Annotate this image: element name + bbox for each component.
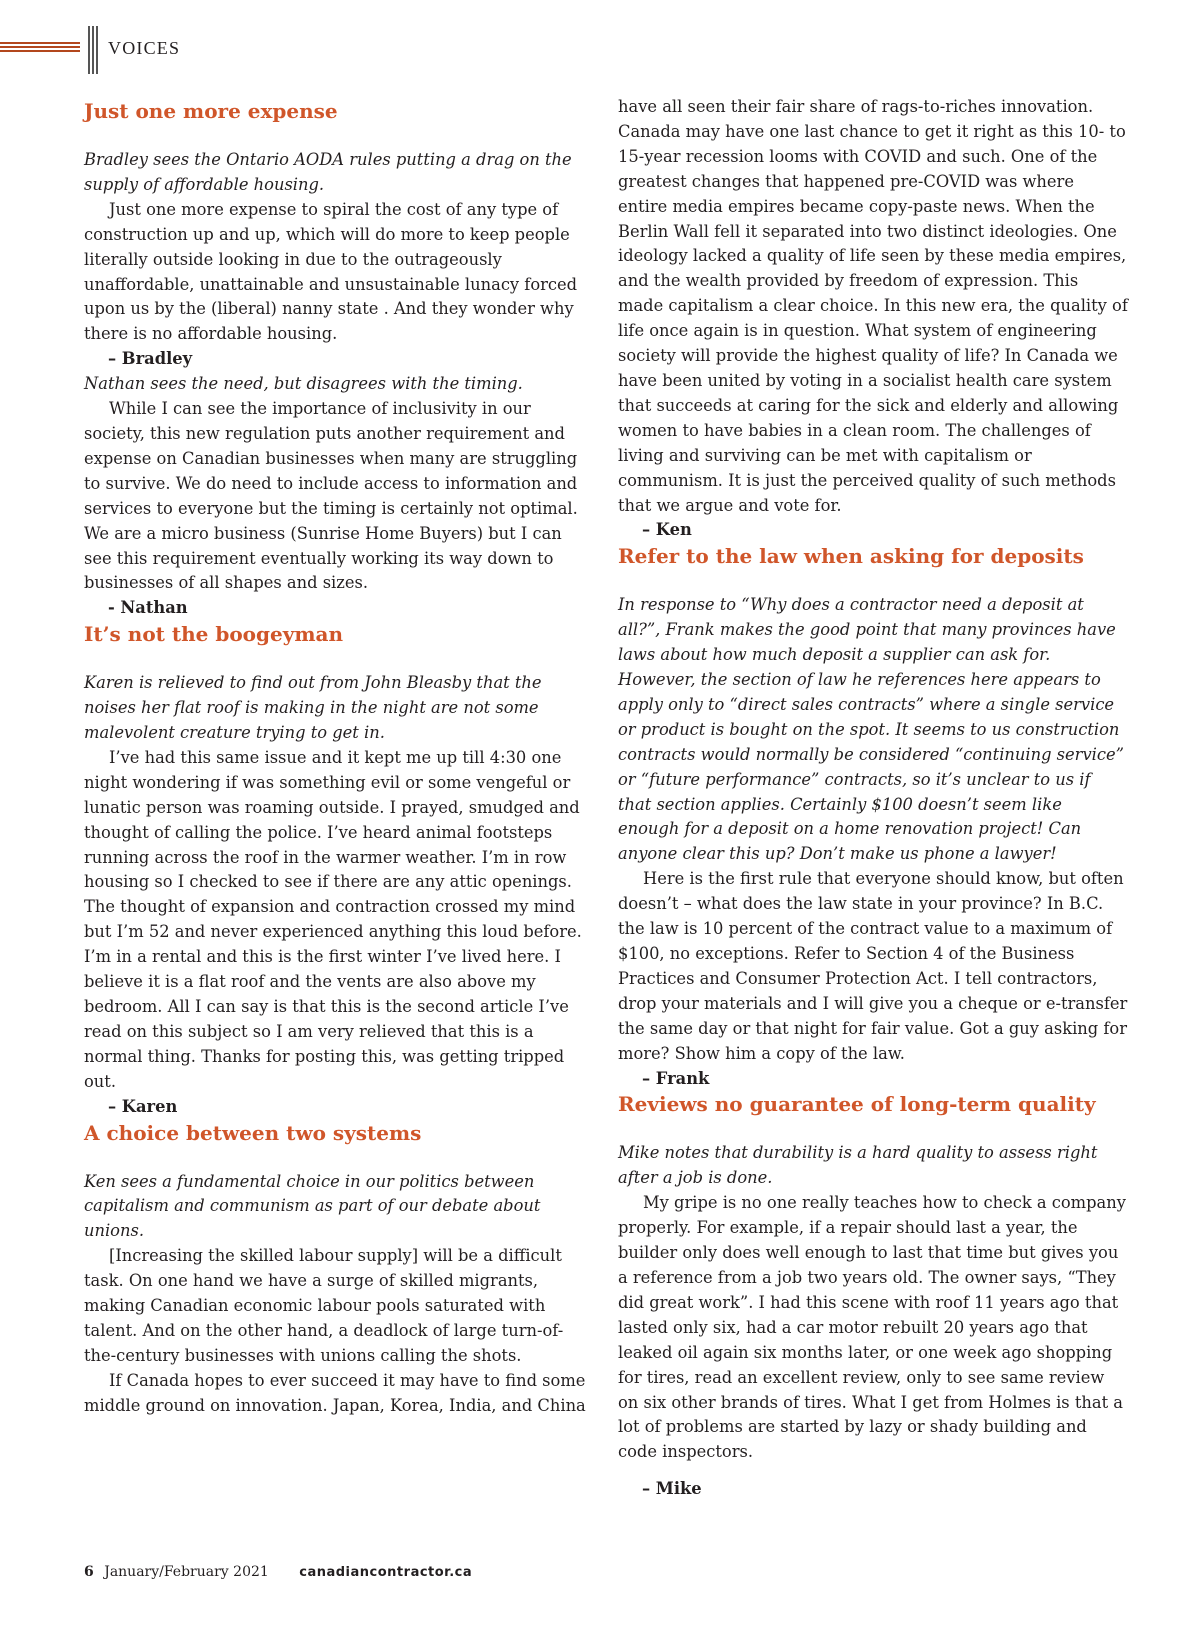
signature-karen: – Karen <box>108 1096 178 1116</box>
website-link[interactable]: canadiancontractor.ca <box>299 1565 473 1580</box>
signature-bradley: – Bradley <box>108 349 193 369</box>
header-vertical-bars <box>86 26 100 74</box>
intro-ken: Ken sees a fundamental choice in our politics between capitalism and communism as part of our debate about unions. <box>84 1171 541 1241</box>
letter-ken-part-2: If Canada hopes to ever succeed it may have to find some middle ground on innovation. Japan, Korea, India, and China <box>84 1370 586 1415</box>
intro-karen: Karen is relieved to find out from John Bleasby that the noises her flat roof is making in the night are not some malevolent creature trying to get in. <box>84 673 542 743</box>
signature-mike: – Mike <box>642 1479 702 1499</box>
intro-mike: Mike notes that durability is a hard quality to assess right after a job is done. <box>618 1143 1098 1188</box>
letter-mike: My gripe is no one really teaches how to check a company properly. For example, if a repair should last a year, the builder only does well enough to last that time but gives you a reference from a job two years old. The owner says, “They did great work”. I had this scene with roof 11 years ago that lasted only six, had a car motor rebuilt 20 years ago that leaked oil again six months later, or one week ago shopping for tires, read an excellent review, only to see same review on six other brands of tires. What I get from Holmes is that a lot of problems are started by lazy or shady building and code inspectors. <box>618 1193 1126 1462</box>
heading-reviews-no-guarantee: Reviews no guarantee of long-term quality <box>618 1092 1096 1117</box>
left-column <box>84 98 594 1419</box>
letter-frank: Here is the first rule that everyone should know, but often doesn’t – what does the law state in your province? In B.C. the law is 10 percent of the contract value to a maximum of $100, no exceptions. Refer to Section 4 of the Business Practices and Consumer Protection Act. I tell contractors, drop your materials and I will give you a cheque or e-transfer the same day or that night for fair value. Got a guy asking for more? Show him a copy of the law. <box>618 869 1128 1063</box>
heading-refer-to-the-law: Refer to the law when asking for deposits <box>618 544 1084 569</box>
issue-date: January/February 2021 <box>104 1564 269 1580</box>
section-label: VOICES <box>108 38 181 58</box>
signature-frank: – Frank <box>642 1068 710 1088</box>
signature-ken: – Ken <box>642 520 692 540</box>
right-column <box>618 95 1128 1502</box>
intro-bradley: Bradley sees the Ontario AODA rules putting a drag on the supply of affordable housing. <box>84 150 572 194</box>
heading-choice-between-two-systems: A choice between two systems <box>84 1120 422 1145</box>
letter-karen: I’ve had this same issue and it kept me up till 4:30 one night wondering if was something evil or some vengeful or lunatic person was roaming outside. I prayed, smudged and thought of calling the police. I’ve heard animal footsteps running across the roof in the warmer weather. I’m in row housing so I checked to see if there are any attic openings. The thought of expansion and contraction crossed my mind but I’m 52 and never experienced anything this loud before. I’m in a rental and this is the first winter I’ve lived here. I believe it is a flat roof and the vents are also above my bedroom. All I can say is that this is the second article I’ve read on this subject so I am very relieved that this is a normal thing. Thanks for posting this, was getting tripped out. <box>84 747 582 1091</box>
page-number: 6 <box>84 1564 94 1580</box>
letter-bradley: Just one more expense to spiral the cost of any type of construction up and up, which will do more to keep people literally outside looking in due to the outrageously unaffordable, unattainable and unsustainable lunacy forced upon us by the (liberal) nanny state . And they wonder why there is no affordable housing. <box>84 199 578 344</box>
letter-ken-continued: have all seen their fair share of rags-to-riches innovation. Canada may have one last chance to get it right as this 10- to 15-year recession looms with COVID and such. One of the greatest changes that happened pre-COVID was where entire media empires became copy-paste news. When the Berlin Wall fell it separated into two distinct ideologies. One ideology lacked a quality of life seen by these media empires, and the wealth provided by freedom of expression. This made capitalism a clear choice. In this new era, the quality of life once again is in question. What system of engineering society will provide the highest quality of life? In Canada we have been united by voting in a socialist health care system that succeeds at caring for the sick and elderly and allowing women to have babies in a clean room. The challenges of living and surviving can be met with capitalism or communism. It is just the perceived quality of such methods that we argue and vote for. <box>618 97 1128 515</box>
intro-frank: In response to “Why does a contractor need a deposit at all?”, Frank makes the good point that many provinces have laws about how much deposit a supplier can ask for. However, the section of law he references here appears to apply only to “direct sales contracts” where a single service or product is bought on the spot. It seems to us construction contracts would normally be considered “continuing service” or “future performance” contracts, so it’s unclear to us if that section applies. Certainly $100 doesn’t seem like enough for a deposit on a home renovation project! Can anyone clear this up? Don’t make us phone a lawyer! <box>618 595 1124 864</box>
heading-not-the-boogeyman: It’s not the boogeyman <box>84 622 343 647</box>
heading-just-one-more-expense: Just one more expense <box>84 99 338 123</box>
letter-nathan: While I can see the importance of inclusivity in our society, this new regulation puts another requirement and expense on Canadian businesses when many are struggling to survive. We do need to include access to information and services to everyone but the timing is certainly not optimal. We are a micro business (Sunrise Home Buyers) but I can see this requirement eventually working its way down to businesses of all shapes and sizes. <box>84 399 578 593</box>
signature-nathan: - Nathan <box>108 598 188 618</box>
letter-ken-part-1: [Increasing the skilled labour supply] will be a difficult task. On one hand we have a surge of skilled migrants, making Canadian economic labour pools saturated with talent. And on the other hand, a deadlock of large turn-of-the-century businesses with unions calling the shots. <box>84 1246 564 1365</box>
header-rule-lines <box>0 42 80 56</box>
intro-nathan: Nathan sees the need, but disagrees with the timing. <box>84 374 523 394</box>
page-footer <box>84 1564 472 1580</box>
